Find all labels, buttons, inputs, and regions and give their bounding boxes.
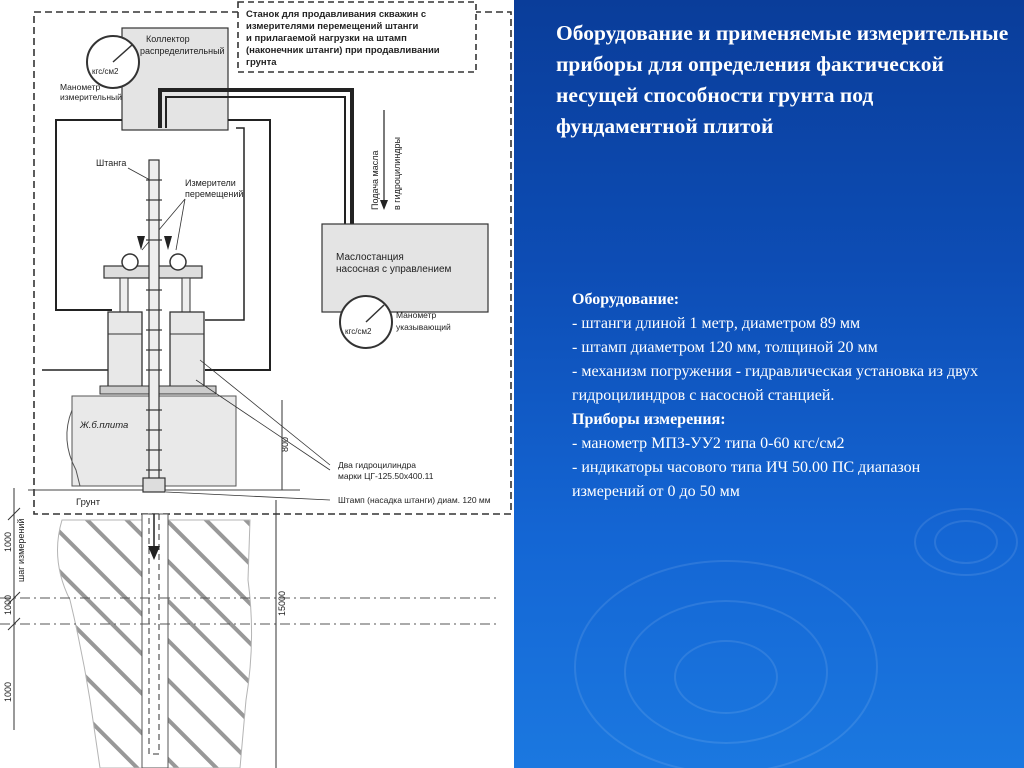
stamp xyxy=(143,478,165,492)
indicator-left xyxy=(122,254,138,270)
cylinders-label-1: Два гидроцилиндра xyxy=(338,460,416,470)
dim-15000: 15000 xyxy=(277,590,287,616)
oil-supply-label-2: в гидроцилиндры xyxy=(392,136,402,210)
indicator-right xyxy=(170,254,186,270)
equipment-item: - штамп диаметром 120 мм, толщиной 20 мм xyxy=(572,339,878,356)
manometer-indicating-unit: кгс/см2 xyxy=(345,327,372,336)
dim-800: 800 xyxy=(280,436,290,452)
equipment-item: - механизм погружения - гидравлическая установка из двух гидроцилиндров с насосной станцией. xyxy=(572,363,979,404)
slab-label: Ж.б.плита xyxy=(80,420,129,431)
oil-supply-label-1: Подача масла xyxy=(370,150,380,210)
collector-label-1: Коллектор xyxy=(146,34,190,44)
equipment-heading: Оборудование: xyxy=(572,291,680,308)
manometer-indicating-label-1: Манометр xyxy=(396,310,437,320)
manometer-measuring-unit: кгс/см2 xyxy=(92,67,119,76)
slide-title: Оборудование и применяемые измерительные приборы для определения фактической несущей способности грунта под фундаментной плитой xyxy=(556,21,1009,138)
equipment-item: - штанги длиной 1 метр, диаметром 89 мм xyxy=(572,315,861,332)
cylinder-right xyxy=(170,312,204,390)
meters-label-2: перемещений xyxy=(185,189,244,199)
meters-label-1: Измерители xyxy=(185,178,236,188)
manometer-indicating-label-2: указывающий xyxy=(396,322,451,332)
stand-title-line-2: измерителями перемещений штанги xyxy=(246,21,419,32)
cylinder-left xyxy=(108,312,142,390)
stand-title-line-3: и прилагаемой нагрузки на штамп xyxy=(246,33,407,44)
dim-1000-top: 1000 xyxy=(3,531,13,552)
cylinders-label-2: марки ЦГ-125.50х400.11 xyxy=(338,471,434,481)
stand-title-line-5: грунта xyxy=(246,57,277,68)
manometer-measuring-label-1: Манометр xyxy=(60,82,101,92)
body-text xyxy=(572,288,992,504)
rod-label: Штанга xyxy=(96,158,127,168)
rod xyxy=(149,160,159,486)
oil-station-label-1: Маслостанция xyxy=(336,252,404,263)
collector-label-2: распределительный xyxy=(140,46,225,56)
ripple-decoration-2 xyxy=(914,508,1018,576)
oil-station-label-2: насосная с управлением xyxy=(336,264,452,275)
instruments-heading: Приборы измерения: xyxy=(572,411,726,428)
stand-title-line-4: (наконечник штанги) при продавливании xyxy=(246,45,440,56)
manometer-measuring-label-2: измерительный xyxy=(60,92,122,102)
stamp-label: Штамп (насадка штанги) диам. 120 мм xyxy=(338,495,491,505)
stand-title-line-1: Станок для продавливания скважин с xyxy=(246,9,427,20)
ground-label: Грунт xyxy=(76,497,101,508)
dim-1000-mid: 1000 xyxy=(3,594,13,615)
ripple-decoration-5 xyxy=(674,640,778,714)
instruments-item: - индикаторы часового типа ИЧ 50.00 ПС диапазон измерений от 0 до 50 мм xyxy=(572,459,921,500)
instruments-item: - манометр МПЗ-УУ2 типа 0-60 кгс/см2 xyxy=(572,435,845,452)
dim-1000-bottom: 1000 xyxy=(3,681,13,702)
step-label: шаг измерений xyxy=(16,518,26,582)
